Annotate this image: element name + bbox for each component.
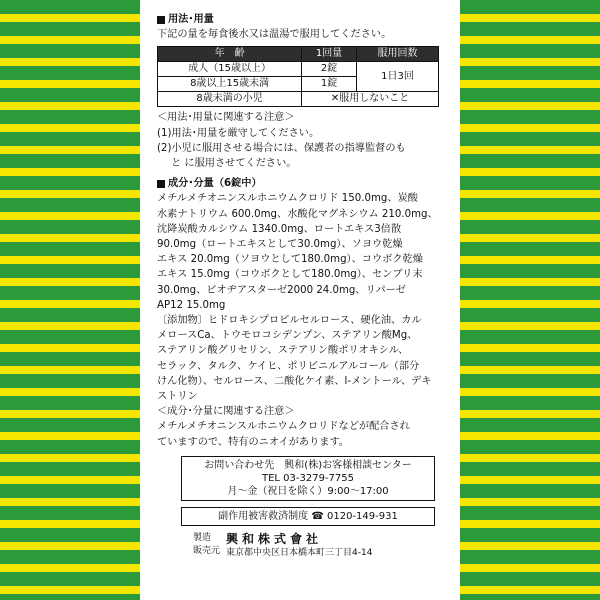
company-address: 東京都中央区日本橋本町三丁目4-14 (226, 547, 373, 558)
table-row: 8歳以上15歳未満 1錠 (158, 77, 439, 92)
contact-hours: 月～金（祝日を除く）9:00～17:00 (227, 485, 389, 497)
header-age: 年 齢 (158, 47, 302, 62)
square-bullet-icon (157, 180, 165, 188)
ingredient-line: 90.0mg（ロートエキスとして30.0mg）、ソヨウ乾燥 (157, 239, 403, 251)
contact-center: お問い合わせ先 興和(株)お客様相談センター (204, 459, 412, 471)
relief-label: 副作用被害救済制度 (218, 510, 309, 522)
square-bullet-icon (157, 16, 165, 24)
do-not-take-cell: ✕服用しないこと (302, 92, 439, 107)
ingredients-note: ていますので、特有のニオイがあります。 (157, 436, 350, 448)
usage-note: (1)用法･用量を厳守してください。 (157, 127, 320, 139)
usage-notes-title: ＜用法･用量に関連する注意＞ (157, 112, 295, 124)
relief-system-box (181, 507, 435, 526)
relief-phone: 0120-149-931 (327, 510, 398, 522)
ingredient-line: エキス 15.0mg（コウボクとして180.0mg）、センブリ末 (157, 269, 423, 281)
ingredients-note: メチルメチオニンスルホニウムクロリドなどが配合され (157, 421, 410, 433)
role-manufacture: 製造 (193, 532, 212, 543)
label-panel (157, 12, 445, 600)
ingredient-line: メチルメチオニンスルホニウムクロリド 150.0mg、炭酸 (157, 193, 418, 205)
role-seller: 販売元 (193, 545, 221, 556)
phone-icon: ☎ (311, 510, 324, 522)
right-stripe-border (460, 0, 600, 600)
ingredient-line: AP12 15.0mg (157, 299, 226, 311)
usage-note: (2)小児に服用させる場合には、保護者の指導監督のも (157, 142, 406, 154)
header-amount: 1回量 (302, 47, 357, 62)
additive-line: ストリン (157, 391, 198, 403)
additive-line: 〔添加物〕ヒドロキシプロピルセルロース、硬化油、カル (157, 315, 422, 327)
frequency-cell: 1日3回 (356, 62, 438, 92)
usage-note: と に服用させてください。 (171, 158, 297, 170)
ingredients-notes-title: ＜成分･分量に関連する注意＞ (157, 406, 295, 418)
additive-line: セラック、タルク、ケイヒ、ポリビニルアルコール（部分 (157, 360, 420, 372)
table-row: 成人（15歳以上） 2錠 1日3回 (158, 62, 439, 77)
additive-line: メロースCa、トウモロコシデンプン、ステアリン酸Mg、 (157, 330, 418, 342)
company-name: 興和株式會社 (226, 531, 323, 546)
ingredient-line: エキス 20.0mg（ソヨウとして180.0mg）、コウボク乾燥 (157, 254, 423, 266)
dosage-table (157, 46, 439, 107)
ingredient-line: 沈降炭酸カルシウム 1340.0mg、ロートエキス3倍散 (157, 223, 402, 235)
ingredients-section-title: 成分･分量（6錠中） (157, 176, 445, 191)
ingredient-line: 30.0mg、ビオヂアスターゼ2000 24.0mg、リパーゼ (157, 284, 406, 296)
usage-section-title: 用法･用量 (157, 12, 445, 27)
ingredient-line: 水素ナトリウム 600.0mg、水酸化マグネシウム 210.0mg、 (157, 208, 438, 220)
additive-line: けん化物）、セルロース、二酸化ケイ素、l-メントール、デキ (157, 375, 432, 387)
manufacturer-block (157, 532, 445, 560)
table-row: 8歳未満の小児 ✕服用しないこと (158, 92, 439, 107)
contact-box (181, 456, 435, 501)
usage-intro: 下記の量を毎食後水又は温湯で服用してください。 (157, 29, 392, 41)
left-stripe-border (0, 0, 140, 600)
additive-line: ステアリン酸グリセリン、ステアリン酸ポリオキシル、 (157, 345, 409, 357)
header-frequency: 服用回数 (356, 47, 438, 62)
contact-tel: TEL 03-3279-7755 (261, 472, 355, 484)
